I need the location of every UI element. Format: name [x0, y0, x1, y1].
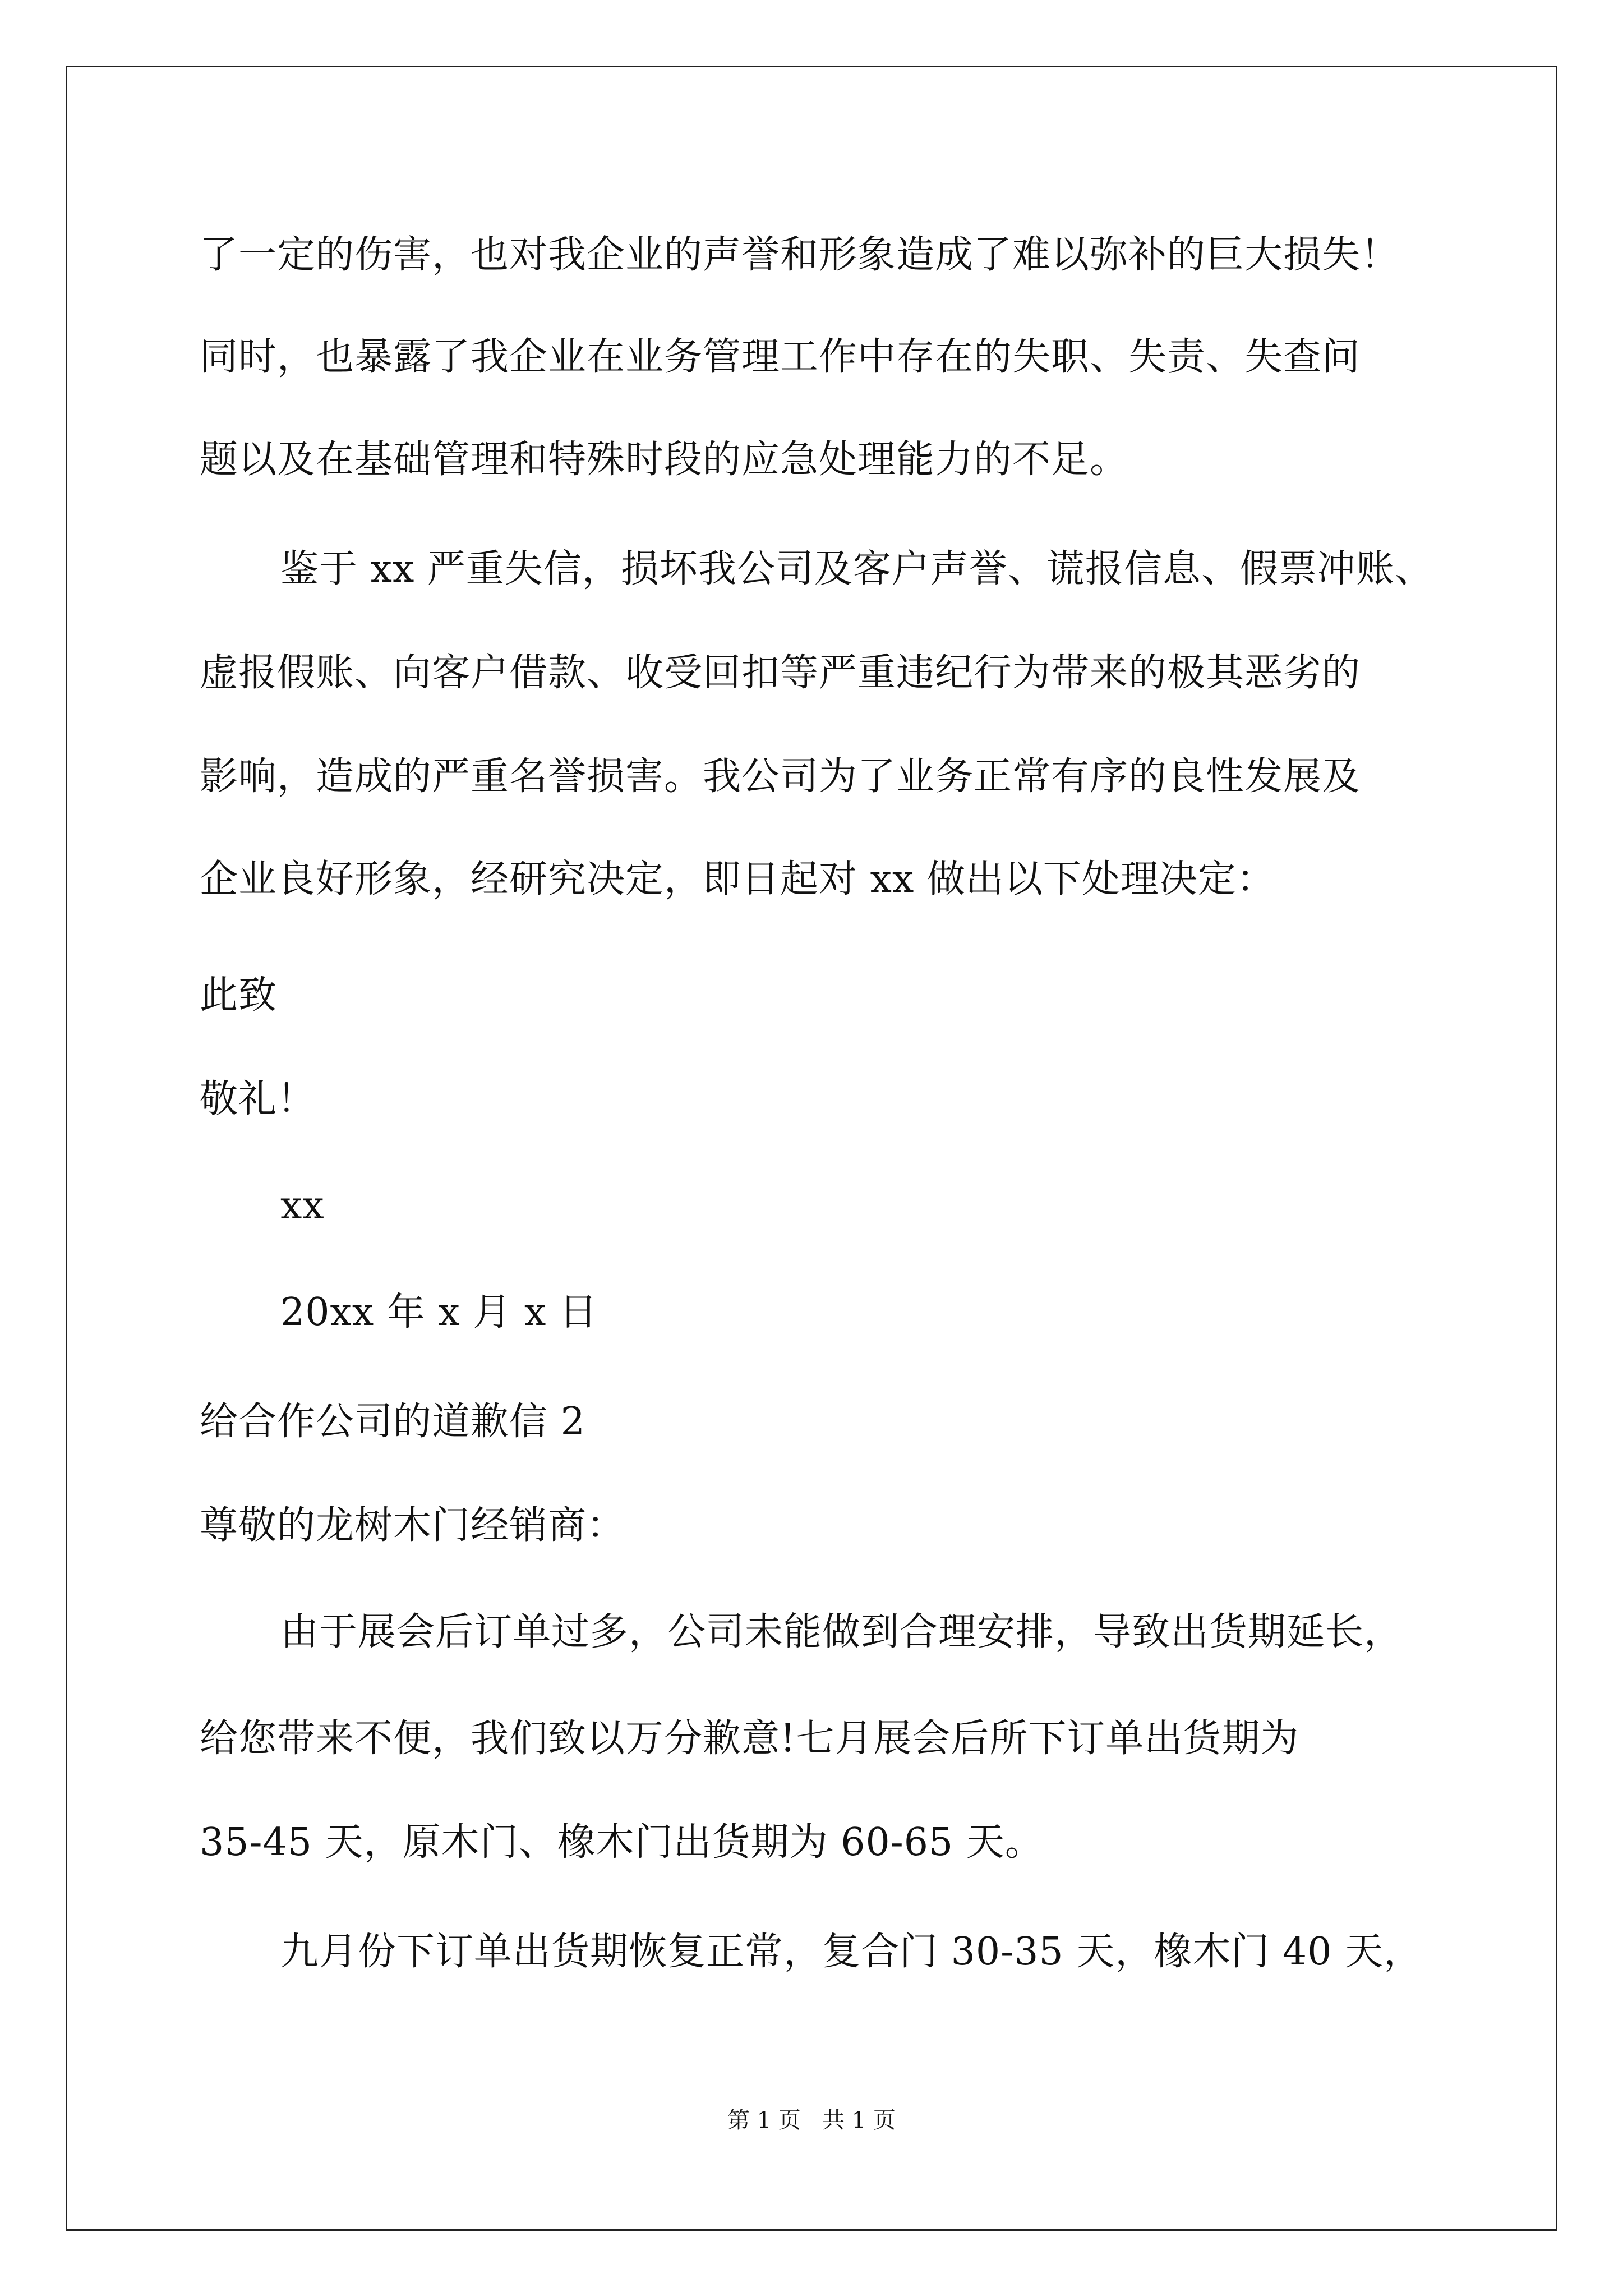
body-line-6: 影响，造成的严重名誉损害。我公司为了业务正常有序的良性发展及 [200, 754, 1361, 799]
signature-date: 20xx 年 x 月 x 日 [280, 1290, 598, 1335]
closing-regards: 敬礼！ [200, 1077, 316, 1121]
body-line-11: 九月份下订单出货期恢复正常，复合门 30-35 天，橡木门 40 天， [280, 1930, 1423, 1974]
body-line-8: 由于展会后订单过多，公司未能做到合理安排，导致出货期延长， [280, 1610, 1403, 1654]
page-footer: 第 1 页 共 1 页 [727, 2108, 896, 2133]
body-line-1: 了一定的伤害，也对我企业的声誉和形象造成了难以弥补的巨大损失！ [200, 233, 1400, 277]
letter-greeting: 尊敬的龙树木门经销商： [200, 1503, 626, 1548]
body-line-4: 鉴于 xx 严重失信，损坏我公司及客户声誉、谎报信息、假票冲账、 [280, 547, 1433, 591]
body-line-7: 企业良好形象，经研究决定，即日起对 xx 做出以下处理决定： [200, 857, 1275, 901]
signature-name: xx [280, 1184, 325, 1228]
body-line-2: 同时，也暴露了我企业在业务管理工作中存在的失职、失责、失查问 [200, 335, 1361, 379]
body-line-5: 虚报假账、向客户借款、收受回扣等严重违纪行为带来的极其恶劣的 [200, 651, 1361, 695]
body-line-9: 给您带来不便，我们致以万分歉意!七月展会后所下订单出货期为 [200, 1717, 1299, 1761]
closing-salutation: 此致 [200, 973, 278, 1018]
body-line-3: 题以及在基础管理和特殊时段的应急处理能力的不足。 [200, 438, 1129, 482]
section-heading: 给合作公司的道歉信 2 [200, 1400, 585, 1444]
page-border [66, 66, 1557, 2231]
body-line-10: 35-45 天，原木门、橡木门出货期为 60-65 天。 [200, 1820, 1044, 1865]
